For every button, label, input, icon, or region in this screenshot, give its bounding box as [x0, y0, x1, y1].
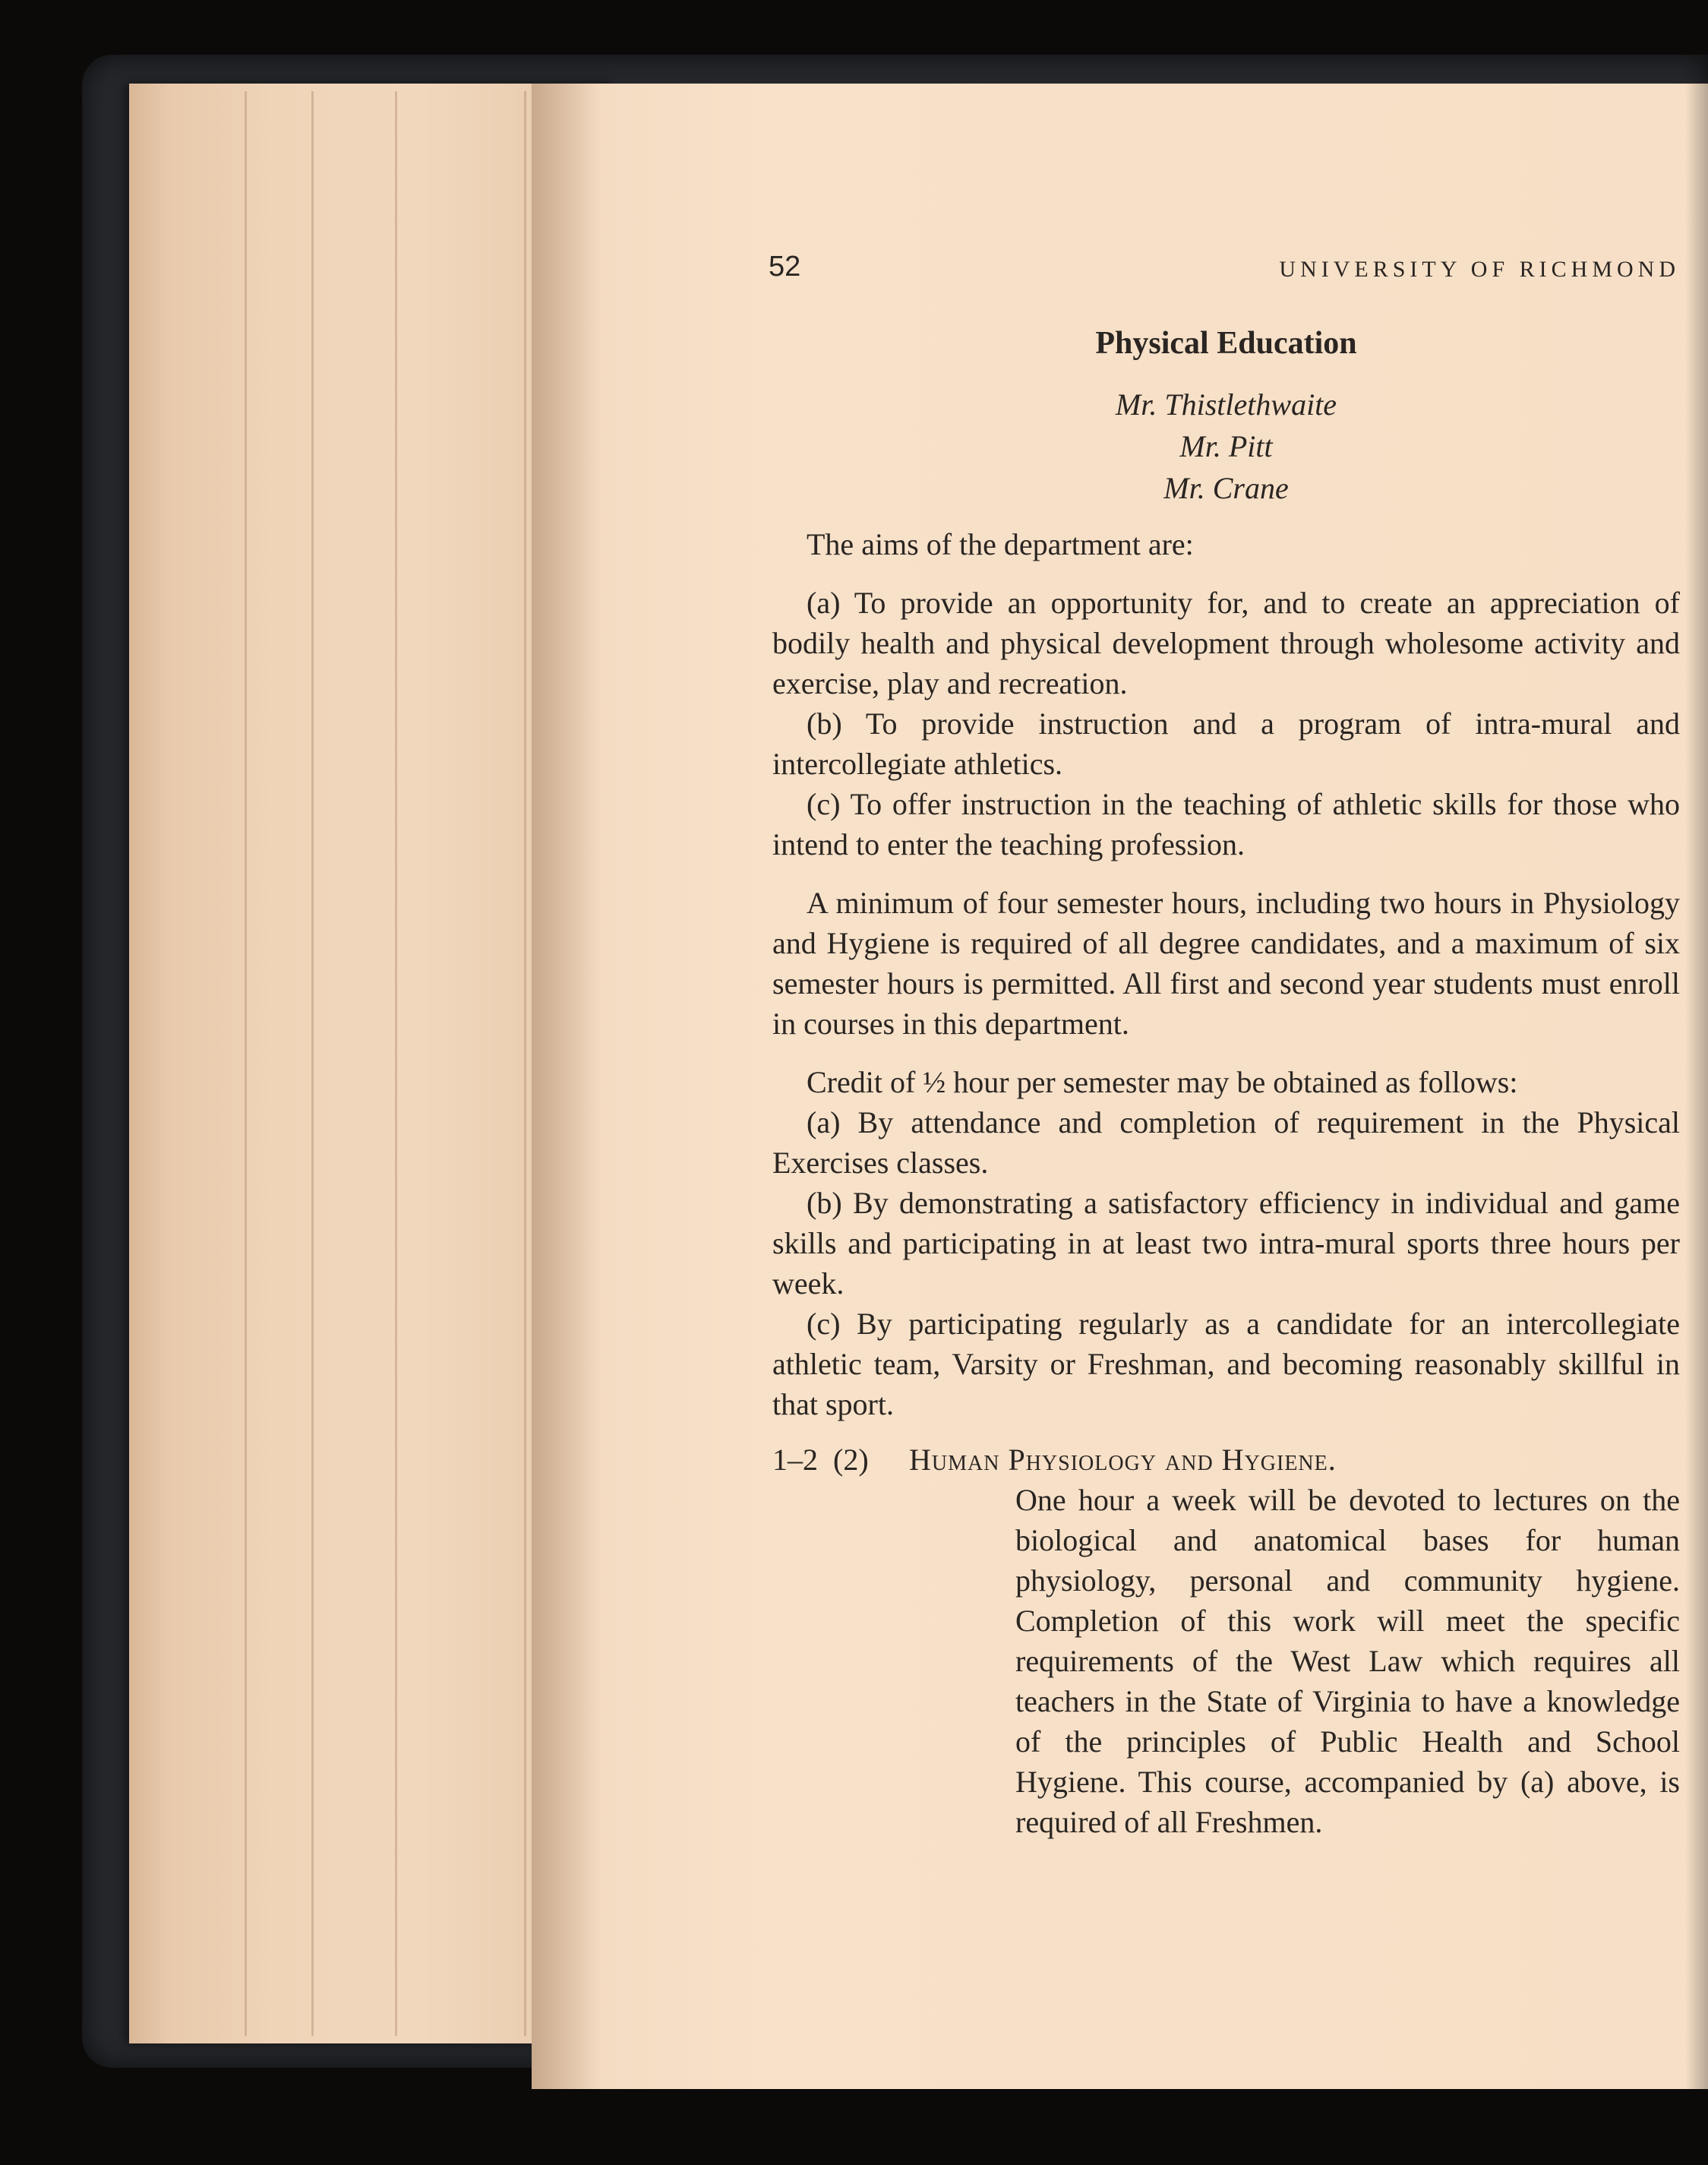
- page-gutter-shadow: [532, 84, 600, 2089]
- paragraph: (c) To offer instruction in the teaching of athletic skills for those who intend to enter the teaching profession.: [772, 787, 1680, 861]
- page-number: 52: [769, 251, 801, 283]
- faculty-list: [772, 384, 1680, 509]
- section-title: Physical Education: [1095, 326, 1357, 361]
- faculty-member: Mr. Thistlethwaite: [1115, 387, 1337, 422]
- paragraph: (b) To provide instruction and a program of intra-mural and intercollegiate athletics.: [772, 706, 1680, 781]
- course-description: One hour a week will be devoted to lectures on the biological and anatomical bases for human physiology, personal and community hygiene. Completion of this work will meet the specific requirements of the West Law which requires all teachers in the State of Virginia to have a knowledge of the principles of Public Health and School Hygiene. This course, accompanied by (a) above, is required of all Freshmen.: [1015, 1483, 1680, 1839]
- body-text: [772, 524, 1680, 1424]
- course-name: Human Physiology and Hygiene.: [909, 1443, 1337, 1477]
- page-edge-line: [395, 91, 397, 2036]
- course-entry: [772, 1440, 1680, 1842]
- page-edge-shadow: [1685, 84, 1708, 2089]
- page-edge-line: [311, 91, 314, 2036]
- paragraph: Credit of ½ hour per semester may be obtained as follows:: [807, 1065, 1518, 1099]
- paragraph: The aims of the department are:: [807, 527, 1194, 561]
- running-head: UNIVERSITY OF RICHMOND: [1279, 257, 1680, 282]
- paragraph: (a) By attendance and completion of requirement in the Physical Exercises classes.: [772, 1105, 1680, 1180]
- course-number: 1–2: [772, 1443, 818, 1477]
- paragraph: (c) By participating regularly as a candidate for an intercollegiate athletic team, Varsity or Freshman, and becoming reasonably skillful in that sport.: [772, 1307, 1680, 1421]
- paragraph: A minimum of four semester hours, including two hours in Physiology and Hygiene is required of all degree candidates, and a maximum of six semester hours is permitted. All first and second year students must enroll in courses in this department.: [772, 886, 1680, 1041]
- faculty-member: Mr. Pitt: [1179, 429, 1273, 463]
- page-edge-line: [245, 91, 247, 2036]
- course-heading: [772, 1440, 1680, 1480]
- paragraph: (b) By demonstrating a satisfactory efficiency in individual and game skills and participating in at least two intra-mural sports three hours per week.: [772, 1186, 1680, 1301]
- page-header: [769, 251, 1680, 296]
- course-credits: (2): [833, 1443, 869, 1477]
- faculty-member: Mr. Crane: [1163, 471, 1289, 505]
- paragraph: (a) To provide an opportunity for, and to create an appreciation of bodily health and physical development through wholesome activity and exercise, play and recreation.: [772, 586, 1680, 700]
- page-edge-line: [524, 91, 526, 2036]
